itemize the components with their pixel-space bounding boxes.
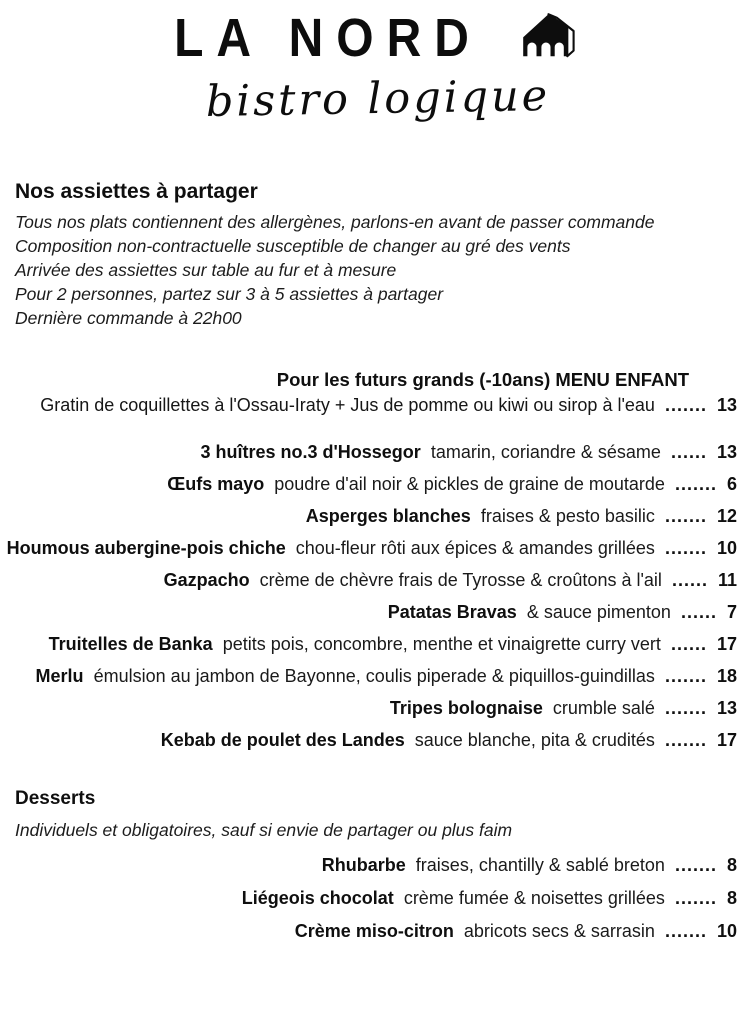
item-name: 3 huîtres no.3 d'Hossegor <box>200 442 421 462</box>
dot-leader: ....... <box>674 474 717 494</box>
item-price: 13 <box>716 698 737 718</box>
item-description: petits pois, concombre, menthe et vinaigrette curry vert <box>222 634 661 654</box>
dot-leader: ....... <box>664 730 707 750</box>
house-icon <box>512 7 582 69</box>
item-name: Patatas Bravas <box>387 602 517 622</box>
dot-leader: ...... <box>670 634 707 654</box>
intro-note: Composition non-contractuelle susceptible de changer au gré des vents <box>15 236 571 256</box>
intro-note: Pour 2 personnes, partez sur 3 à 5 assiettes à partager <box>15 284 444 304</box>
item-description: sauce blanche, pita & crudités <box>414 730 655 750</box>
kids-menu-line <box>0 394 737 416</box>
kids-menu-title: Pour les futurs grands (-10ans) MENU ENFANT <box>276 369 689 390</box>
menu-item <box>0 854 737 876</box>
item-name: Houmous aubergine-pois chiche <box>6 538 286 558</box>
item-description: chou-fleur rôti aux épices & amandes grillées <box>295 538 655 558</box>
dot-leader: ....... <box>664 698 707 718</box>
menu-item <box>0 473 737 495</box>
dot-leader: ....... <box>674 855 717 875</box>
desserts-section <box>15 788 736 841</box>
logo-subtitle: bistro logique <box>205 70 551 128</box>
kids-menu-description: Gratin de coquillettes à l'Ossau-Iraty + Jus de pomme ou kiwi ou sirop à l'eau <box>40 395 655 415</box>
menu-item <box>0 665 737 687</box>
item-price: 18 <box>716 666 737 686</box>
item-name: Merlu <box>35 666 84 686</box>
menu-item <box>0 729 737 751</box>
kids-menu-item <box>0 369 737 416</box>
dot-leader: ....... <box>664 538 707 558</box>
menu-item <box>0 441 737 463</box>
item-name: Tripes bolognaise <box>389 698 543 718</box>
item-description: émulsion au jambon de Bayonne, coulis piperade & piquillos-guindillas <box>93 666 655 686</box>
section-title-plates: Nos assiettes à partager <box>15 180 258 203</box>
intro-notes <box>15 210 736 330</box>
desserts-list <box>0 854 756 942</box>
logo-title: LA NORD <box>174 8 482 68</box>
dot-leader: ....... <box>664 506 707 526</box>
intro-section <box>15 180 736 330</box>
desserts-note: Individuels et obligatoires, sauf si envie de partager ou plus faim <box>15 820 513 840</box>
logo-row <box>0 4 756 72</box>
item-price: 10 <box>716 538 737 558</box>
item-name: Crème miso-citron <box>294 921 454 941</box>
menu-item <box>0 633 737 655</box>
dot-leader: ...... <box>671 570 708 590</box>
dot-leader: ....... <box>664 666 707 686</box>
item-name: Asperges blanches <box>305 506 471 526</box>
dot-leader: ....... <box>664 395 707 415</box>
item-description: fraises & pesto basilic <box>480 506 655 526</box>
intro-note: Dernière commande à 22h00 <box>15 308 242 328</box>
item-description: crème fumée & noisettes grillées <box>403 888 665 908</box>
item-name: Gazpacho <box>163 570 250 590</box>
item-description: abricots secs & sarrasin <box>463 921 655 941</box>
item-name: Truitelles de Banka <box>48 634 213 654</box>
item-description: crumble salé <box>552 698 655 718</box>
item-price: 10 <box>716 921 737 941</box>
item-name: Œufs mayo <box>167 474 265 494</box>
dot-leader: ....... <box>674 888 717 908</box>
menu-item <box>0 920 737 942</box>
item-description: crème de chèvre frais de Tyrosse & croûtons à l'ail <box>259 570 662 590</box>
item-price: 13 <box>716 442 737 462</box>
item-price: 17 <box>716 634 737 654</box>
dot-leader: ...... <box>670 442 707 462</box>
item-price: 8 <box>726 855 737 875</box>
dot-leader: ....... <box>664 921 707 941</box>
item-price: 11 <box>717 570 737 590</box>
item-price: 8 <box>726 888 737 908</box>
menu-item <box>0 601 737 623</box>
menu-item <box>0 537 737 559</box>
menu-item <box>0 887 737 909</box>
menu-item <box>0 697 737 719</box>
item-description: poudre d'ail noir & pickles de graine de moutarde <box>274 474 665 494</box>
item-description: & sauce pimenton <box>526 602 671 622</box>
dot-leader: ...... <box>680 602 717 622</box>
item-price: 17 <box>716 730 737 750</box>
menu-item <box>0 505 737 527</box>
logo <box>0 0 756 128</box>
item-description: tamarin, coriandre & sésame <box>430 442 661 462</box>
item-price: 13 <box>716 395 737 415</box>
section-title-desserts: Desserts <box>15 788 96 809</box>
intro-note: Tous nos plats contiennent des allergènes, parlons-en avant de passer commande <box>15 212 655 232</box>
item-price: 7 <box>726 602 737 622</box>
intro-note: Arrivée des assiettes sur table au fur et à mesure <box>15 260 397 280</box>
menu-items-section <box>0 369 756 751</box>
item-name: Rhubarbe <box>321 855 406 875</box>
menu-item <box>0 569 737 591</box>
plates-list <box>0 441 737 751</box>
item-price: 6 <box>726 474 737 494</box>
item-description: fraises, chantilly & sablé breton <box>415 855 665 875</box>
item-name: Kebab de poulet des Landes <box>160 730 405 750</box>
item-name: Liégeois chocolat <box>241 888 394 908</box>
item-price: 12 <box>716 506 737 526</box>
